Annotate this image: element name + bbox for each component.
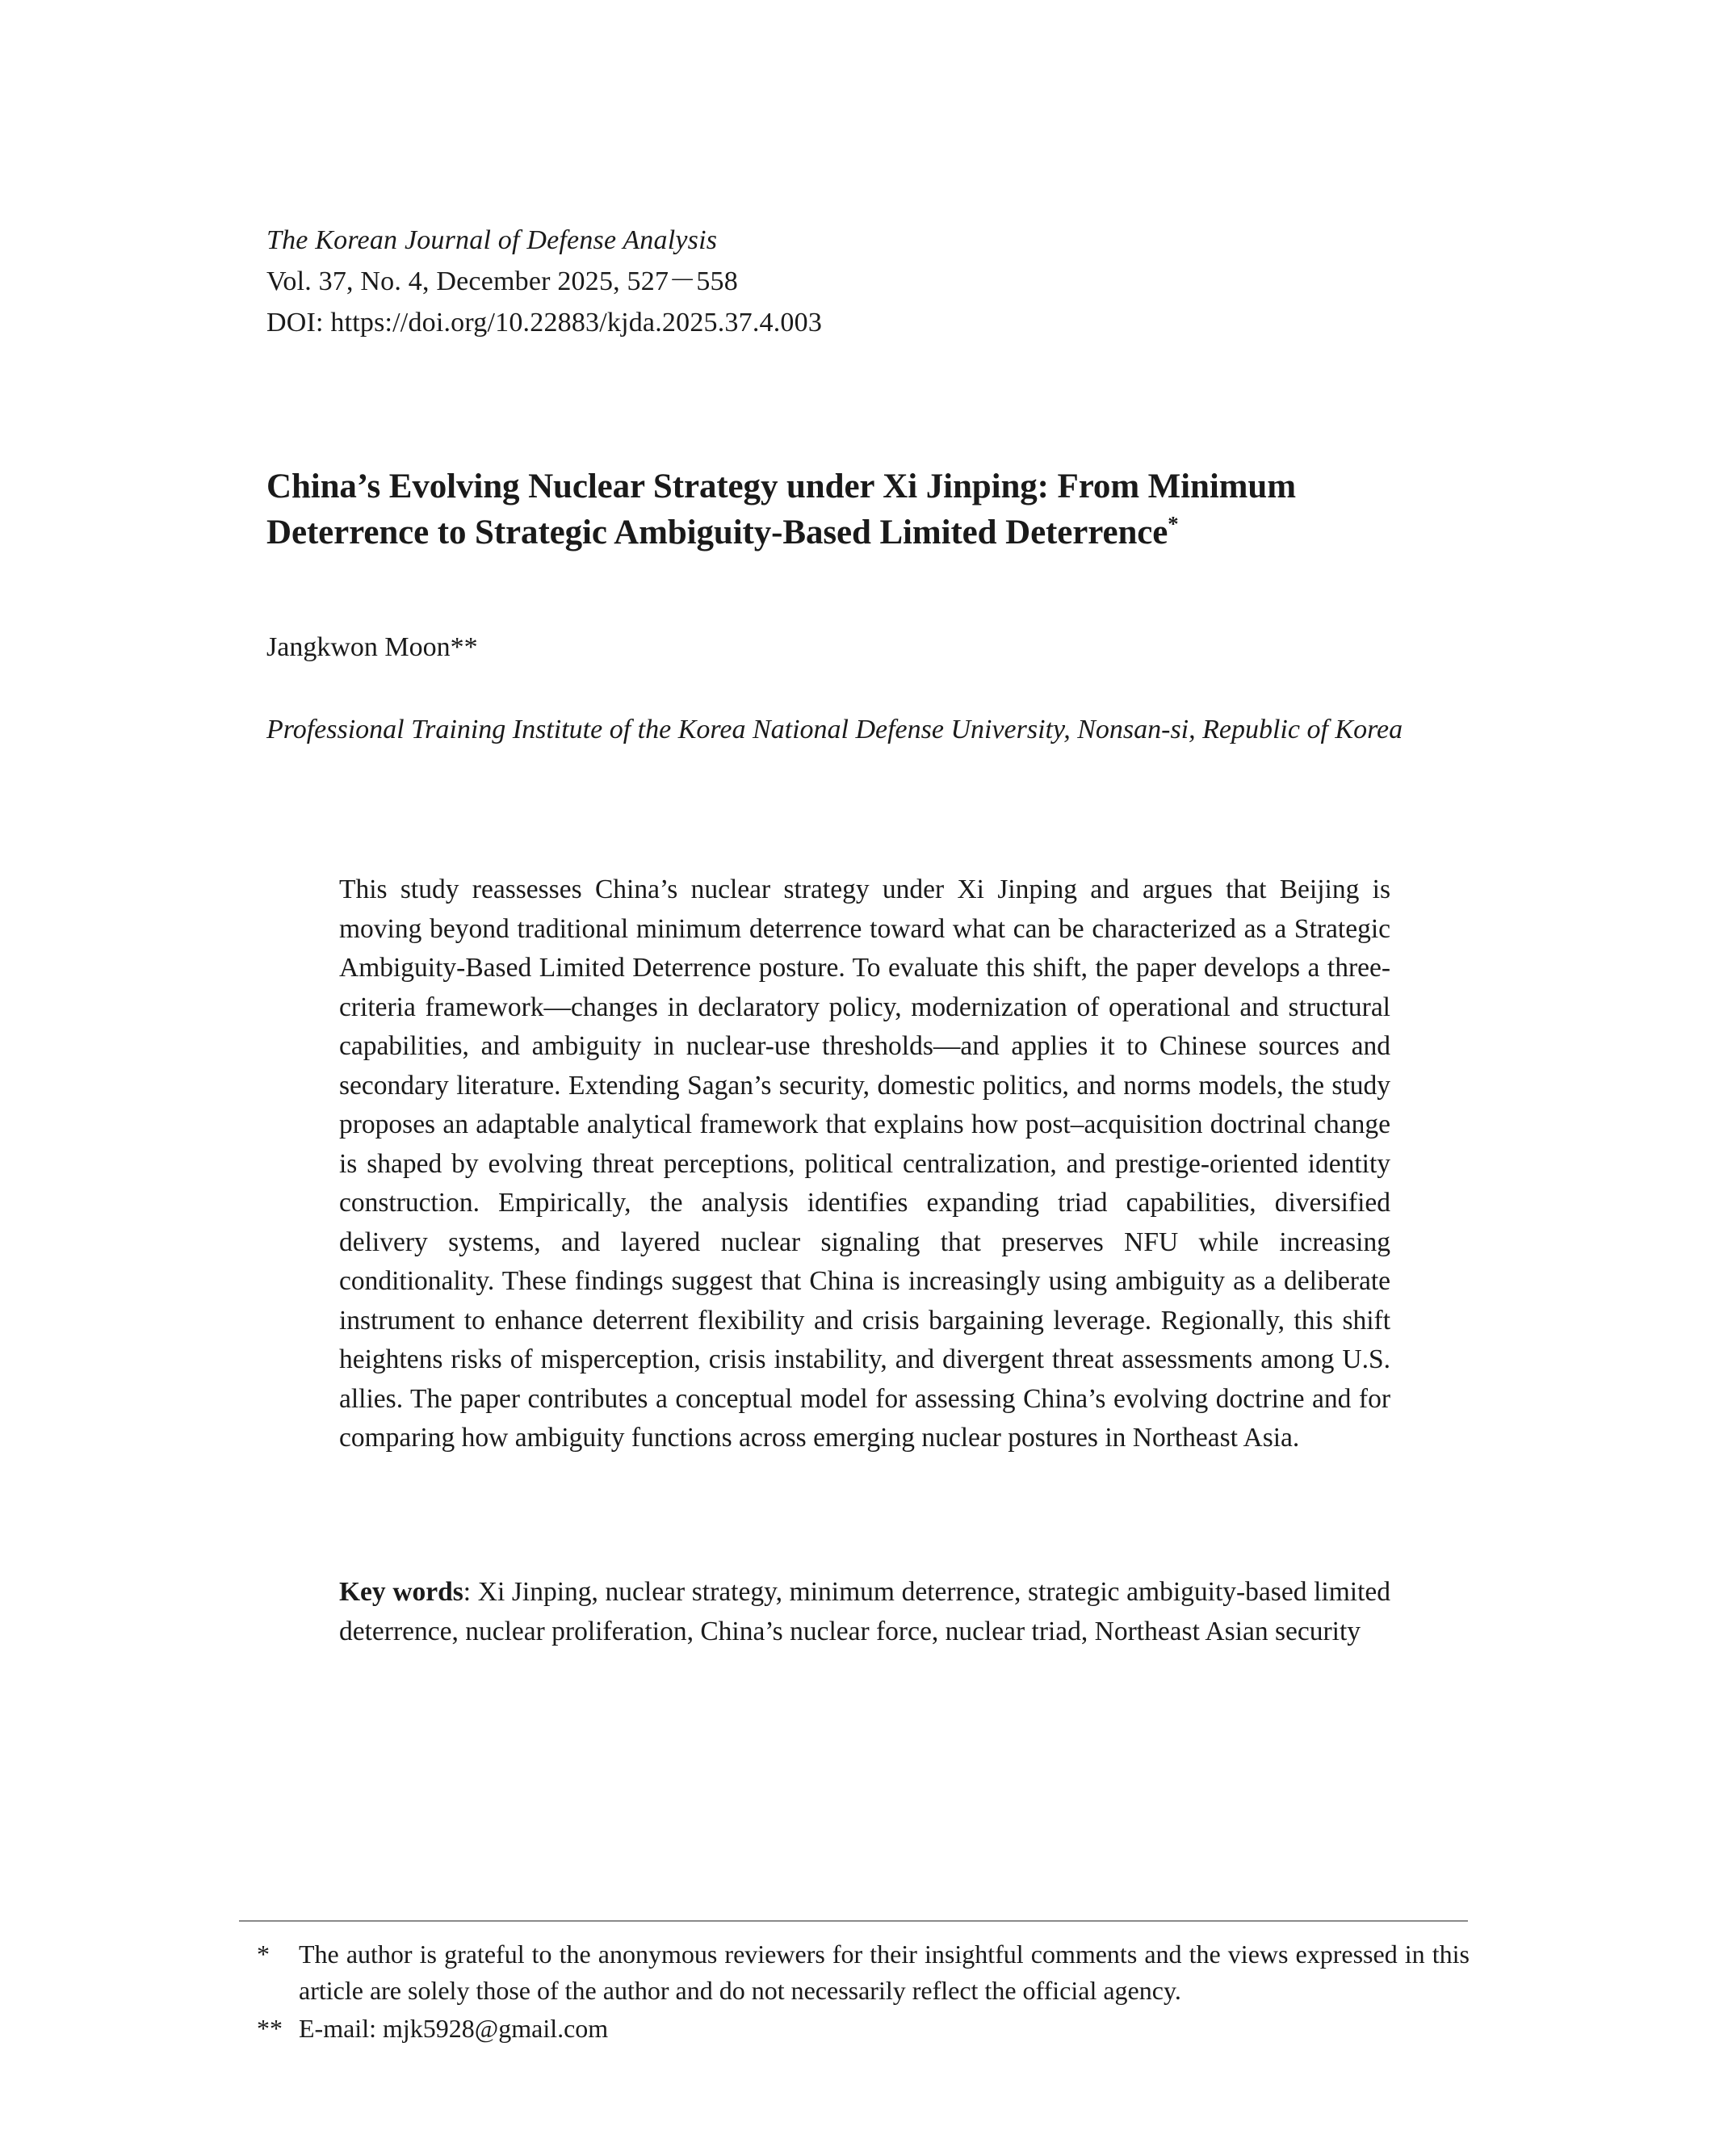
footnote-marker: * [257,1940,270,1969]
footnote-block [257,1936,1470,2047]
abstract-text: This study reassesses China’s nuclear strategy under Xi Jinping and argues that Beijing is moving beyond traditional minimum deterrence toward what can be characterized as a Strategic Ambiguity-Based Limited Deterrence posture. To evaluate this shift, the paper develops a three-criteria framework—changes in declaratory policy, modernization of operational and structural capabilities, and ambiguity in nuclear-use thresholds—and applies it to Chinese sources and secondary literature. Extending Sagan’s security, domestic politics, and norms models, the study proposes an adaptable analytical framework that explains how post–acquisition doctrinal change is shaped by evolving threat perceptions, political centralization, and prestige-oriented identity construction. Empirically, the analysis identifies expanding triad capabilities, diversified delivery systems, and layered nuclear signaling that preserves NFU while increasing conditionality. These findings suggest that China is increasingly using ambiguity as a deliberate instrument to enhance deterrent flexibility and crisis bargaining leverage. Regionally, this shift heightens risks of misperception, crisis instability, and divergent threat assessments among U.S. allies. The paper contributes a conceptual model for assessing China’s evolving doctrine and for comparing how ambiguity functions across emerging nuclear postures in Northeast Asia. [339,874,1390,1453]
keywords-text: Xi Jinping, nuclear strategy, minimum deterrence, strategic ambiguity-based limited deterrence, nuclear proliferation, China’s nuclear force, nuclear triad, Northeast Asian security [339,1577,1390,1646]
footnote-item [257,1936,1470,2009]
footnote-email-text[interactable]: E-mail: mjk5928@gmail.com [299,2014,609,2043]
abstract-block [339,870,1390,1458]
keywords-block [339,1573,1390,1651]
article-title-text: China’s Evolving Nuclear Strategy under Xi Jinping: From Minimum Deterrence to Strategic Ambiguity-Based Limited Deterrence [266,467,1296,551]
journal-header [266,220,1461,343]
footnote-divider [239,1920,1468,1922]
author-name: Jangkwon Moon** [266,632,478,662]
journal-issue-line: Vol. 37, No. 4, December 2025, 527－558 [266,266,738,296]
footnote-item [257,2011,1470,2047]
footnote-text: The author is grateful to the anonymous reviewers for their insightful comments and the views expressed in this article are solely those of the author and do not necessarily reflect the official agency. [299,1940,1470,2005]
author-affiliation: Professional Training Institute of the Korea National Defense University, Nonsan-si, Republic of Korea [266,715,1403,744]
keywords-label: Key words [339,1577,463,1607]
journal-doi[interactable]: DOI: https://doi.org/10.22883/kjda.2025.37.4.003 [266,308,823,338]
page-title [266,463,1453,556]
journal-name: The Korean Journal of Defense Analysis [266,225,718,255]
title-footnote-marker[interactable]: * [1168,511,1179,536]
keywords-separator: : [463,1577,478,1607]
footnote-marker: ** [257,2014,283,2043]
